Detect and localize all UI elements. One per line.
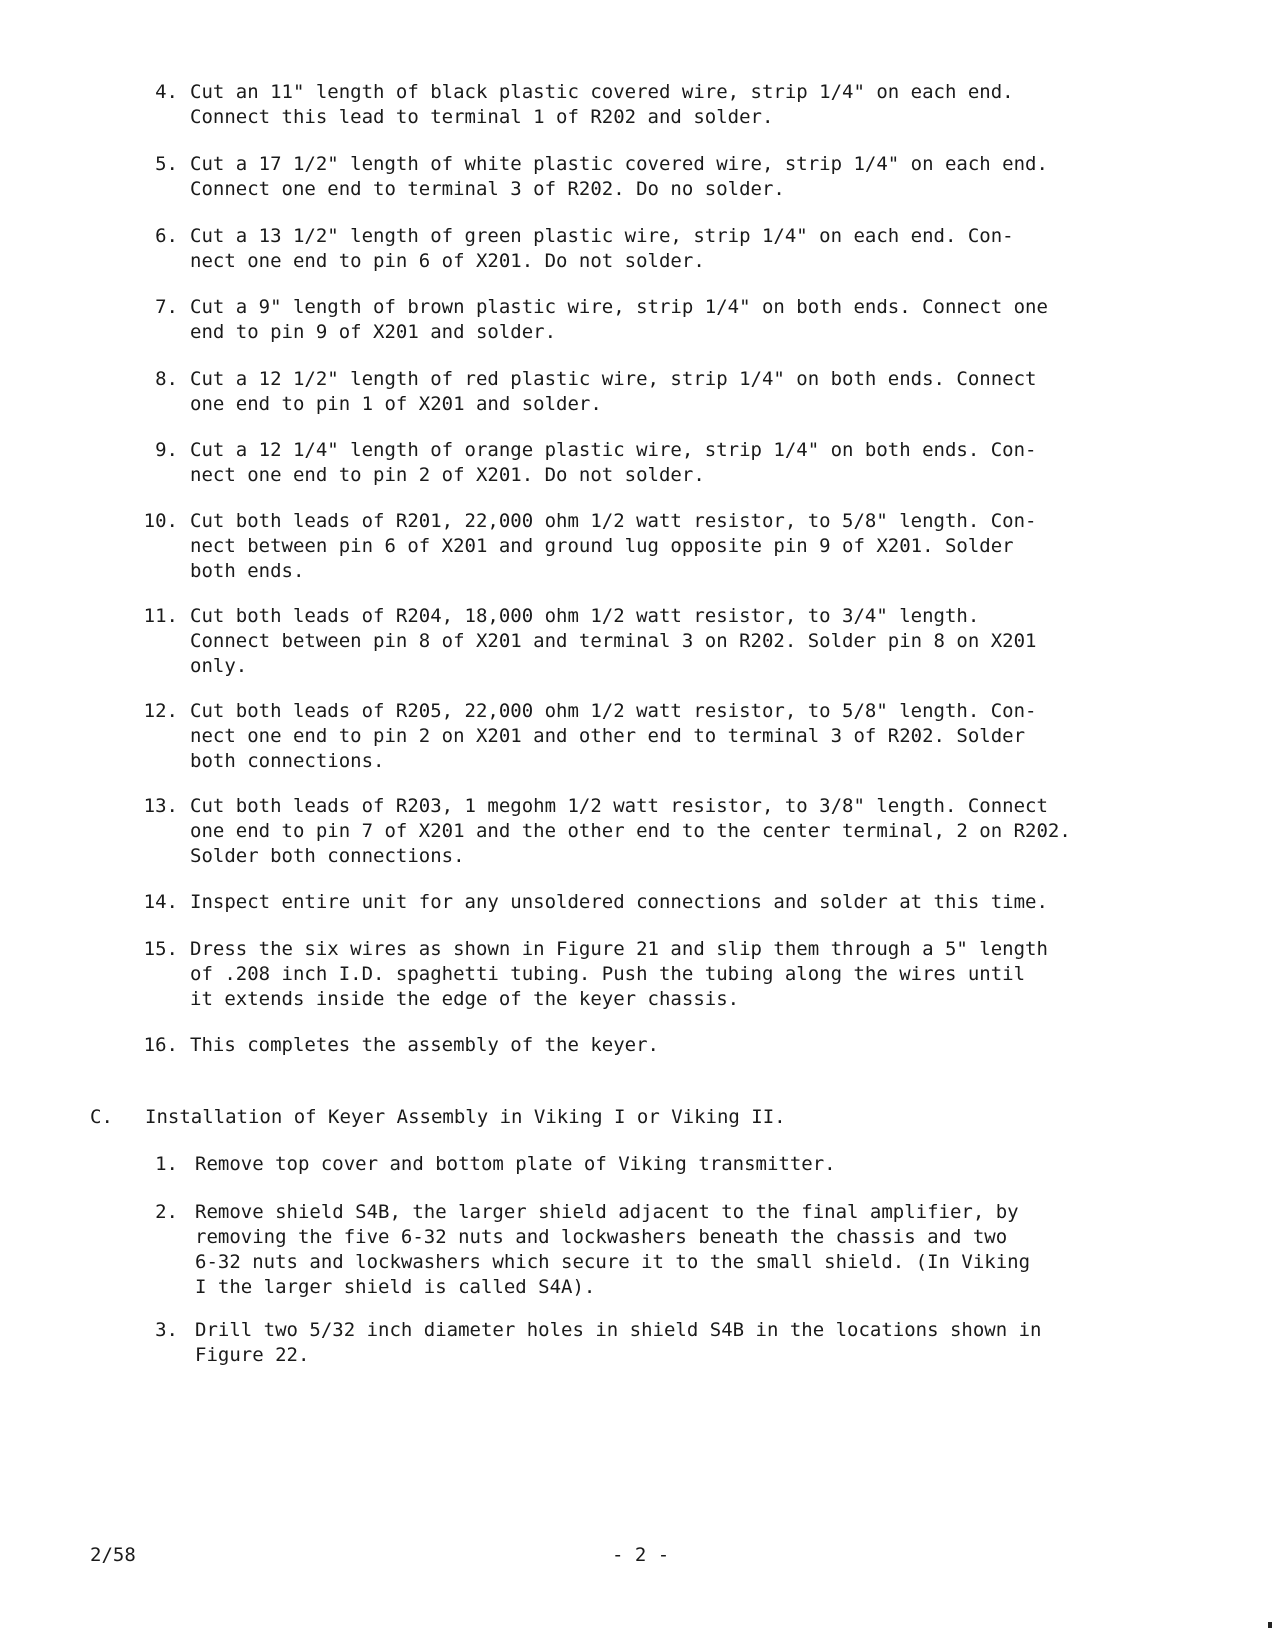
item-text: Cut a 12 1/4" length of orange plastic wire, strip 1/4" on both ends. Con- nect one end to pin 2 of X201. Do not solder. bbox=[190, 439, 1037, 486]
item-number: 8. bbox=[155, 368, 178, 390]
item-text: Remove top cover and bottom plate of Viking transmitter. bbox=[195, 1153, 836, 1175]
item-number: 14. bbox=[143, 891, 178, 913]
page-number: - 2 - bbox=[612, 1544, 670, 1566]
item-text: Inspect entire unit for any unsoldered connections and solder at this time. bbox=[190, 891, 1048, 913]
item-number: 15. bbox=[143, 938, 178, 960]
item-text: Remove shield S4B, the larger shield adjacent to the final amplifier, by removing the five 6-32 nuts and lockwashers beneath the chassis and two 6-32 nuts and lockwashers which secure it to the small shield. (In Viking I the larger shield is called S4A). bbox=[195, 1201, 1031, 1298]
item-text: Dress the six wires as shown in Figure 21 and slip them through a 5" length of .208 inch I.D. spaghetti tubing. Push the tubing along the wires until it extends inside the edge of the keyer chassis. bbox=[190, 938, 1048, 1010]
item-text: Cut both leads of R201, 22,000 ohm 1/2 watt resistor, to 5/8" length. Con- nect between pin 6 of X201 and ground lug opposite pin 9 of X201. Solder both ends. bbox=[190, 510, 1037, 582]
item-text: Cut both leads of R205, 22,000 ohm 1/2 watt resistor, to 5/8" length. Con- nect one end to pin 2 on X201 and other end to terminal 3 of R202. Solder both connections. bbox=[190, 700, 1037, 772]
item-number: 6. bbox=[155, 225, 178, 247]
item-number: 12. bbox=[143, 700, 178, 722]
item-text: Cut both leads of R203, 1 megohm 1/2 watt resistor, to 3/8" length. Connect one end to pin 7 of X201 and the other end to the center terminal, 2 on R202. Solder both connections. bbox=[190, 795, 1071, 867]
item-number: 2. bbox=[155, 1201, 178, 1223]
item-number: 7. bbox=[155, 296, 178, 318]
footer-date: 2/58 bbox=[90, 1544, 136, 1566]
item-number: 13. bbox=[143, 795, 178, 817]
item-text: Cut a 9" length of brown plastic wire, strip 1/4" on both ends. Connect one end to pin 9 of X201 and solder. bbox=[190, 296, 1048, 343]
item-text: This completes the assembly of the keyer. bbox=[190, 1034, 659, 1056]
item-number: 9. bbox=[155, 439, 178, 461]
item-text: Cut a 13 1/2" length of green plastic wire, strip 1/4" on each end. Con- nect one end to pin 6 of X201. Do not solder. bbox=[190, 225, 1014, 272]
section-title: Installation of Keyer Assembly in Viking I or Viking II. bbox=[145, 1106, 786, 1128]
item-text: Cut a 17 1/2" length of white plastic covered wire, strip 1/4" on each end. Connect one end to terminal 3 of R202. Do no solder. bbox=[190, 153, 1048, 200]
item-number: 16. bbox=[143, 1034, 178, 1056]
item-number: 1. bbox=[155, 1153, 178, 1175]
item-number: 3. bbox=[155, 1319, 178, 1341]
item-text: Cut a 12 1/2" length of red plastic wire, strip 1/4" on both ends. Connect one end to pin 1 of X201 and solder. bbox=[190, 368, 1037, 415]
item-number: 4. bbox=[155, 81, 178, 103]
scan-mark bbox=[1268, 1622, 1272, 1628]
item-text: Cut both leads of R204, 18,000 ohm 1/2 watt resistor, to 3/4" length. Connect between pin 8 of X201 and terminal 3 on R202. Solder pin 8 on X201 only. bbox=[190, 605, 1037, 677]
item-number: 5. bbox=[155, 153, 178, 175]
item-text: Cut an 11" length of black plastic covered wire, strip 1/4" on each end. Connect this lead to terminal 1 of R202 and solder. bbox=[190, 81, 1014, 128]
item-number: 10. bbox=[143, 510, 178, 532]
item-number: 11. bbox=[143, 605, 178, 627]
item-text: Drill two 5/32 inch diameter holes in shield S4B in the locations shown in Figure 22. bbox=[195, 1319, 1042, 1366]
section-letter: C. bbox=[90, 1106, 113, 1128]
